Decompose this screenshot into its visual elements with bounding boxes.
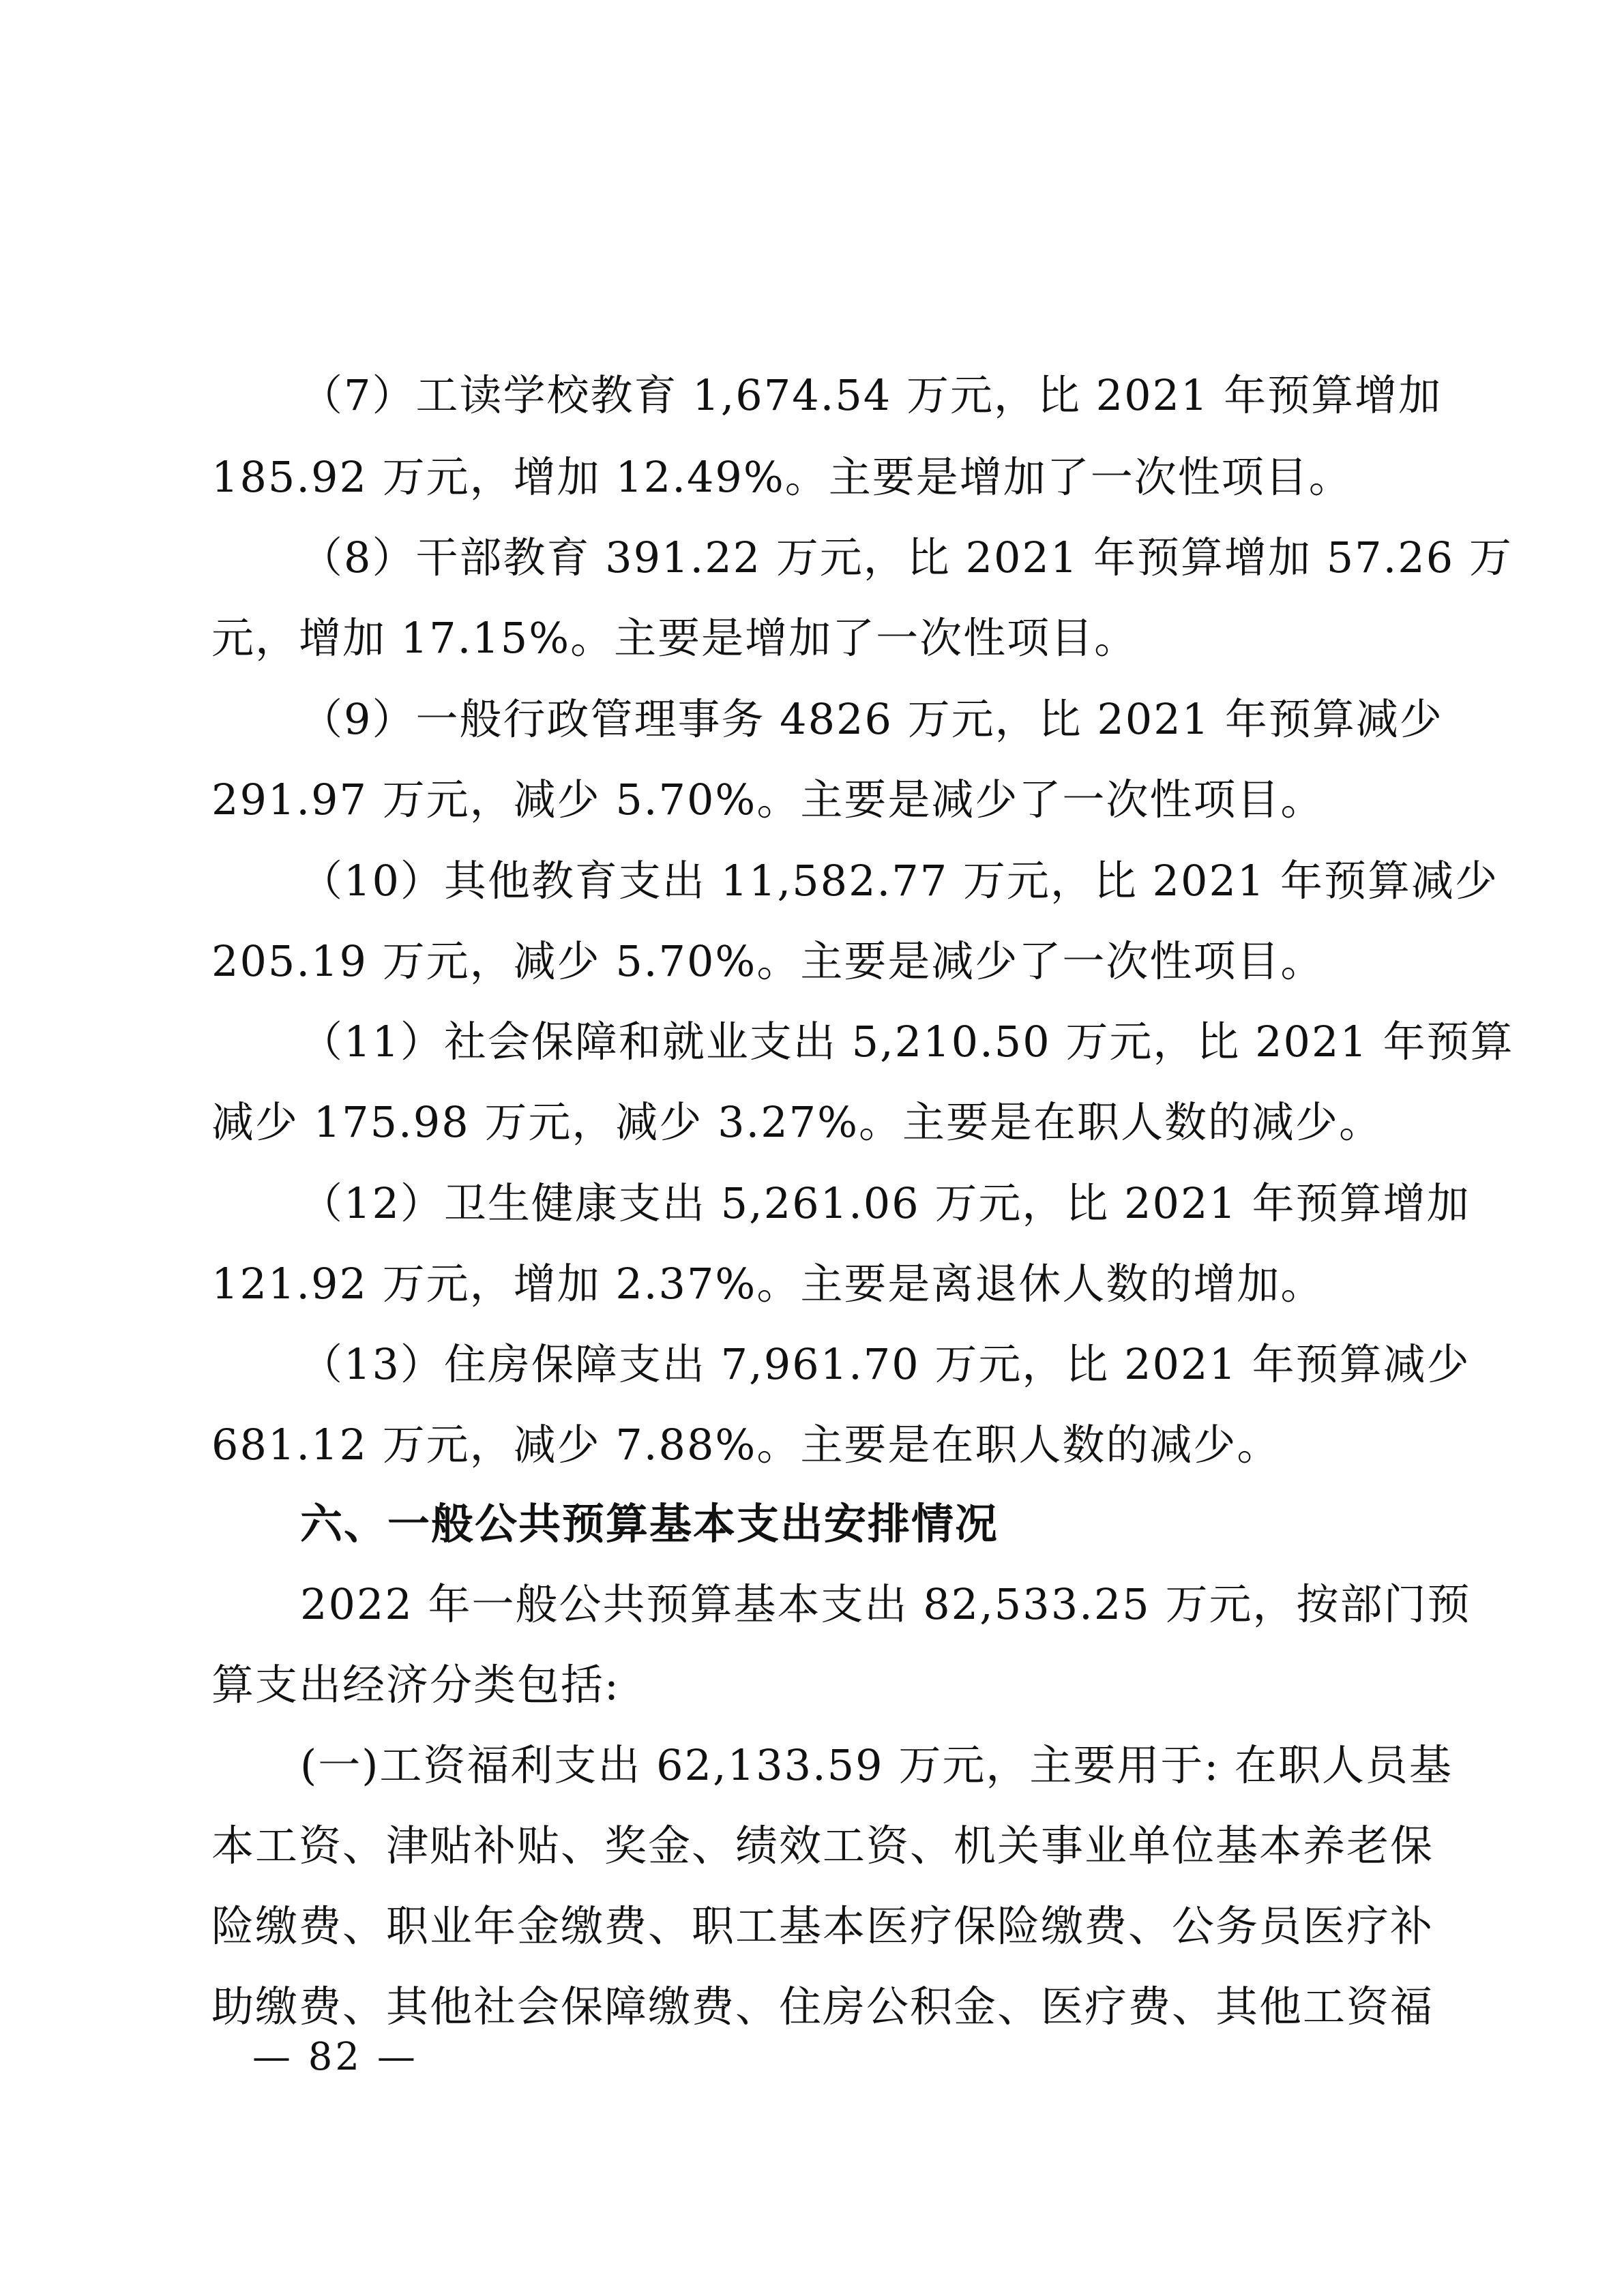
paragraph-11-line-2: 减少 175.98 万元，减少 3.27%。主要是在职人数的减少。 bbox=[211, 1097, 1383, 1147]
paragraph-10-line-1: （10）其他教育支出 11,582.77 万元，比 2021 年预算减少 bbox=[300, 856, 1499, 906]
wages-line-2: 本工资、津贴补贴、奖金、绩效工资、机关事业单位基本养老保 bbox=[211, 1821, 1434, 1870]
paragraph-12-line-1: （12）卫生健康支出 5,261.06 万元，比 2021 年预算增加 bbox=[300, 1178, 1471, 1228]
paragraph-7-line-2: 185.92 万元，增加 12.49%。主要是增加了一次性项目。 bbox=[211, 452, 1353, 502]
wages-line-4: 助缴费、其他社会保障缴费、住房公积金、医疗费、其他工资福 bbox=[211, 1982, 1434, 2031]
summary-line-2: 算支出经济分类包括: bbox=[211, 1660, 620, 1710]
paragraph-9-line-2: 291.97 万元，减少 5.70%。主要是减少了一次性项目。 bbox=[211, 775, 1325, 824]
wages-line-3: 险缴费、职业年金缴费、职工基本医疗保险缴费、公务员医疗补 bbox=[211, 1901, 1434, 1951]
summary-line-1: 2022 年一般公共预算基本支出 82,533.25 万元，按部门预 bbox=[300, 1579, 1471, 1629]
paragraph-10-line-2: 205.19 万元，减少 5.70%。主要是减少了一次性项目。 bbox=[211, 936, 1325, 986]
paragraph-13-line-2: 681.12 万元，减少 7.88%。主要是在职人数的减少。 bbox=[211, 1420, 1281, 1470]
paragraph-9-line-1: （9）一般行政管理事务 4826 万元，比 2021 年预算减少 bbox=[300, 694, 1443, 744]
paragraph-13-line-1: （13）住房保障支出 7,961.70 万元，比 2021 年预算减少 bbox=[300, 1339, 1471, 1389]
wages-line-1: (一)工资福利支出 62,133.59 万元，主要用于: 在职人员基 bbox=[300, 1740, 1453, 1790]
page-number: — 82 — bbox=[252, 2035, 418, 2079]
section-heading: 六、一般公共预算基本支出安排情况 bbox=[300, 1499, 999, 1549]
paragraph-12-line-2: 121.92 万元，增加 2.37%。主要是离退休人数的增加。 bbox=[211, 1259, 1325, 1309]
paragraph-11-line-1: （11）社会保障和就业支出 5,210.50 万元，比 2021 年预算 bbox=[300, 1017, 1514, 1067]
paragraph-8-line-1: （8）干部教育 391.22 万元，比 2021 年预算增加 57.26 万 bbox=[300, 533, 1513, 582]
paragraph-8-line-2: 元，增加 17.15%。主要是增加了一次性项目。 bbox=[211, 613, 1138, 663]
paragraph-7-line-1: （7）工读学校教育 1,674.54 万元，比 2021 年预算增加 bbox=[300, 370, 1443, 420]
